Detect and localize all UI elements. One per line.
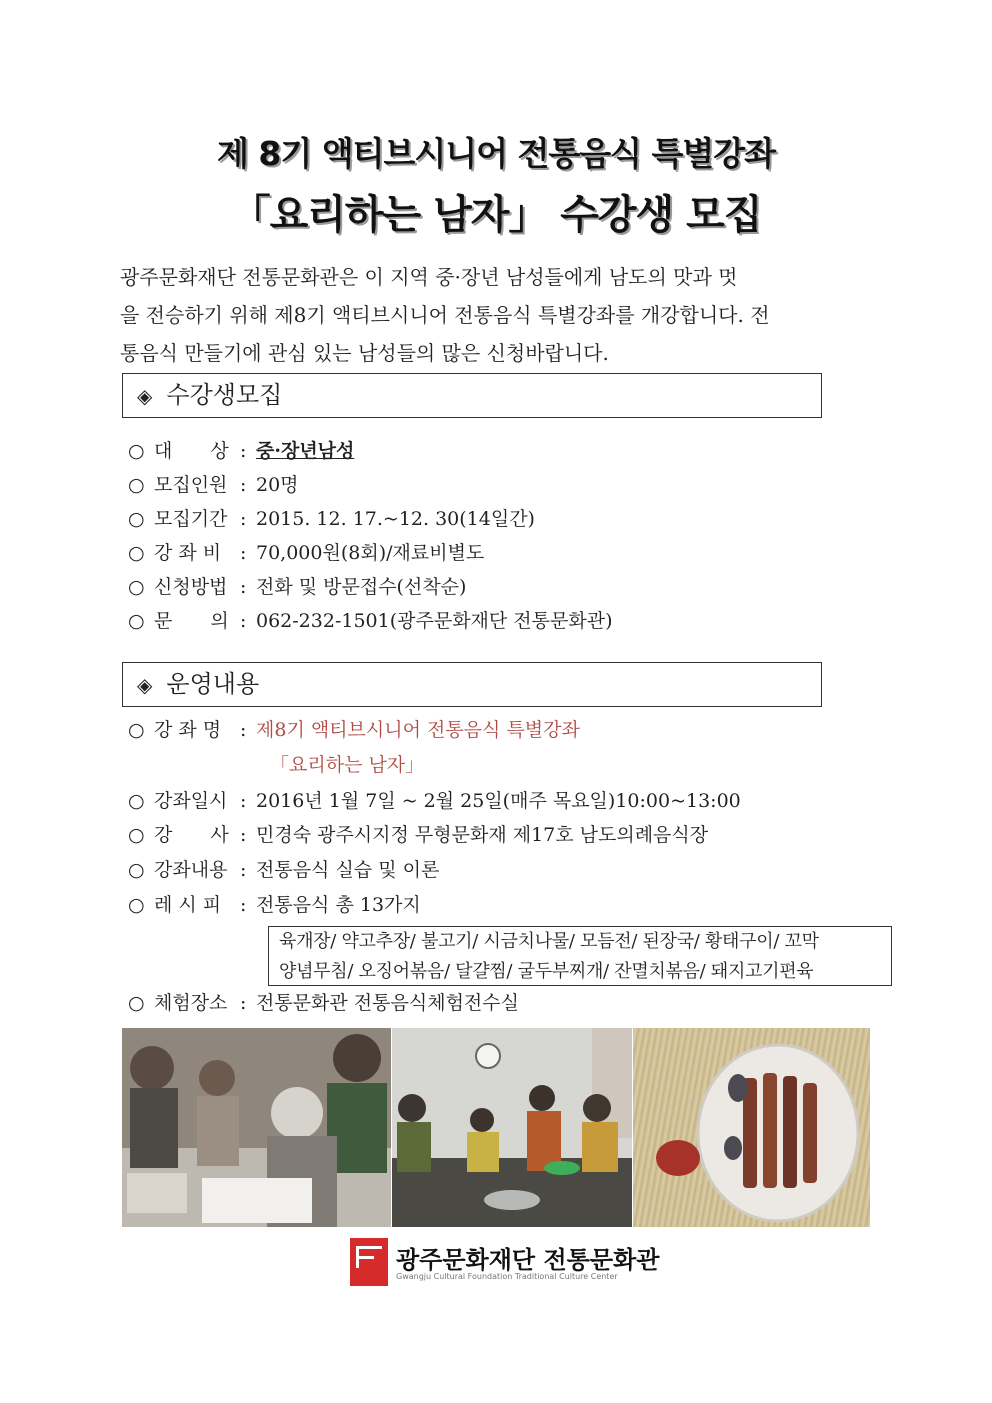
circle-bullet-icon: ○ [128,440,145,462]
intro-paragraph [120,258,880,372]
circle-bullet-icon: ○ [128,542,145,564]
info-label: 문 의 [154,610,229,632]
info-value: 전통문화관 전통음식체험전수실 [256,992,519,1014]
intro-line: 광주문화재단 전통문화관은 이 지역 중·장년 남성들에게 남도의 맛과 멋 [120,265,738,289]
info-row-content [128,855,439,885]
info-value: 민경숙 광주시지정 무형문화재 제17호 남도의례음식장 [256,824,709,846]
info-row-fee [128,538,484,568]
info-label: 강좌일시 [154,790,228,812]
colon: : [240,610,247,632]
colon: : [240,440,247,462]
course-subtitle: 「요리하는 남자」 [270,754,425,776]
colon: : [240,859,247,881]
info-value: 전화 및 방문접수(선착순) [256,576,467,598]
colon: : [240,542,247,564]
info-label: 레 시 피 [154,894,222,916]
info-row-apply [128,572,466,602]
circle-bullet-icon: ○ [128,474,145,496]
circle-bullet-icon: ○ [128,894,145,916]
title-line-1: 제 8기 액티브시니어 전통음식 특별강좌 [217,134,775,173]
info-value: 062-232-1501(광주문화재단 전통문화관) [256,610,613,632]
colon: : [240,824,247,846]
recipe-line: 육개장/ 약고추장/ 불고기/ 시금치나물/ 모듬전/ 된장국/ 황태구이/ 꼬막 [279,931,819,952]
info-value: 70,000원(8회)/재료비별도 [256,542,485,564]
circle-bullet-icon: ○ [128,790,145,812]
info-value: 중·장년남성 [256,440,355,462]
colon: : [240,992,247,1014]
info-label: 강 사 [154,824,229,846]
info-label: 강 좌 비 [154,542,222,564]
diamond-icon: ◈ [137,384,153,408]
info-label: 모집인원 [154,474,228,496]
section-title: 수강생모집 [166,381,283,409]
intro-line: 통음식 만들기에 관심 있는 남성들의 많은 신청바랍니다. [120,341,609,365]
info-label: 신청방법 [154,576,228,598]
colon: : [240,894,247,916]
info-value: 전통음식 실습 및 이론 [256,859,440,881]
colon: : [240,474,247,496]
info-label: 모집기간 [154,508,228,530]
info-row-course [128,715,580,745]
info-value: 2015. 12. 17.~12. 30(14일간) [256,508,535,530]
info-value: 2016년 1월 7일 ~ 2월 25일(매주 목요일)10:00~13:00 [256,790,741,812]
photo-class-writing [122,1028,391,1227]
info-value: 20명 [256,474,299,496]
recipe-line: 양념무침/ 오징어볶음/ 달걀찜/ 굴두부찌개/ 잔멸치볶음/ 돼지고기편육 [279,961,814,982]
photo-illustration [633,1028,870,1227]
section-header-recruitment [122,373,822,418]
photo-illustration [392,1028,632,1227]
info-label: 체험장소 [154,992,228,1014]
diamond-icon: ◈ [137,673,153,697]
colon: : [240,719,247,741]
info-row-instructor [128,820,708,850]
circle-bullet-icon: ○ [128,610,145,632]
intro-line: 을 전승하기 위해 제8기 액티브시니어 전통음식 특별강좌를 개강합니다. 전 [120,303,770,327]
circle-bullet-icon: ○ [128,992,145,1014]
section-header-operation [122,662,822,707]
info-label: 강 좌 명 [154,719,222,741]
colon: : [240,576,247,598]
logo-name-korean: 광주문화재단 전통문화관 [396,1246,660,1274]
photo-illustration [122,1028,391,1227]
info-row-period [128,504,535,534]
section-title: 운영내용 [166,670,260,698]
recipe-list-box [268,926,892,986]
info-row-venue [128,988,519,1018]
logo-name-english: Gwangju Cultural Foundation Traditional Culture Center [396,1272,618,1281]
circle-bullet-icon: ○ [128,508,145,530]
circle-bullet-icon: ○ [128,824,145,846]
info-label: 대 상 [154,440,229,462]
colon: : [240,508,247,530]
info-label: 강좌내용 [154,859,228,881]
info-row-recipe [128,890,421,920]
colon: : [240,790,247,812]
info-row-schedule [128,786,741,816]
info-value: 제8기 액티브시니어 전통음식 특별강좌 [256,719,580,741]
logo-mark-icon [350,1238,388,1286]
circle-bullet-icon: ○ [128,859,145,881]
info-row-capacity [128,470,299,500]
title-line-2: 「요리하는 남자」 수강생 모집 [230,192,762,238]
circle-bullet-icon: ○ [128,576,145,598]
info-value: 전통음식 총 13가지 [256,894,421,916]
photo-class-cooking [392,1028,632,1227]
circle-bullet-icon: ○ [128,719,145,741]
photo-dish [633,1028,870,1227]
info-row-target [128,436,354,466]
info-row-contact [128,606,612,636]
